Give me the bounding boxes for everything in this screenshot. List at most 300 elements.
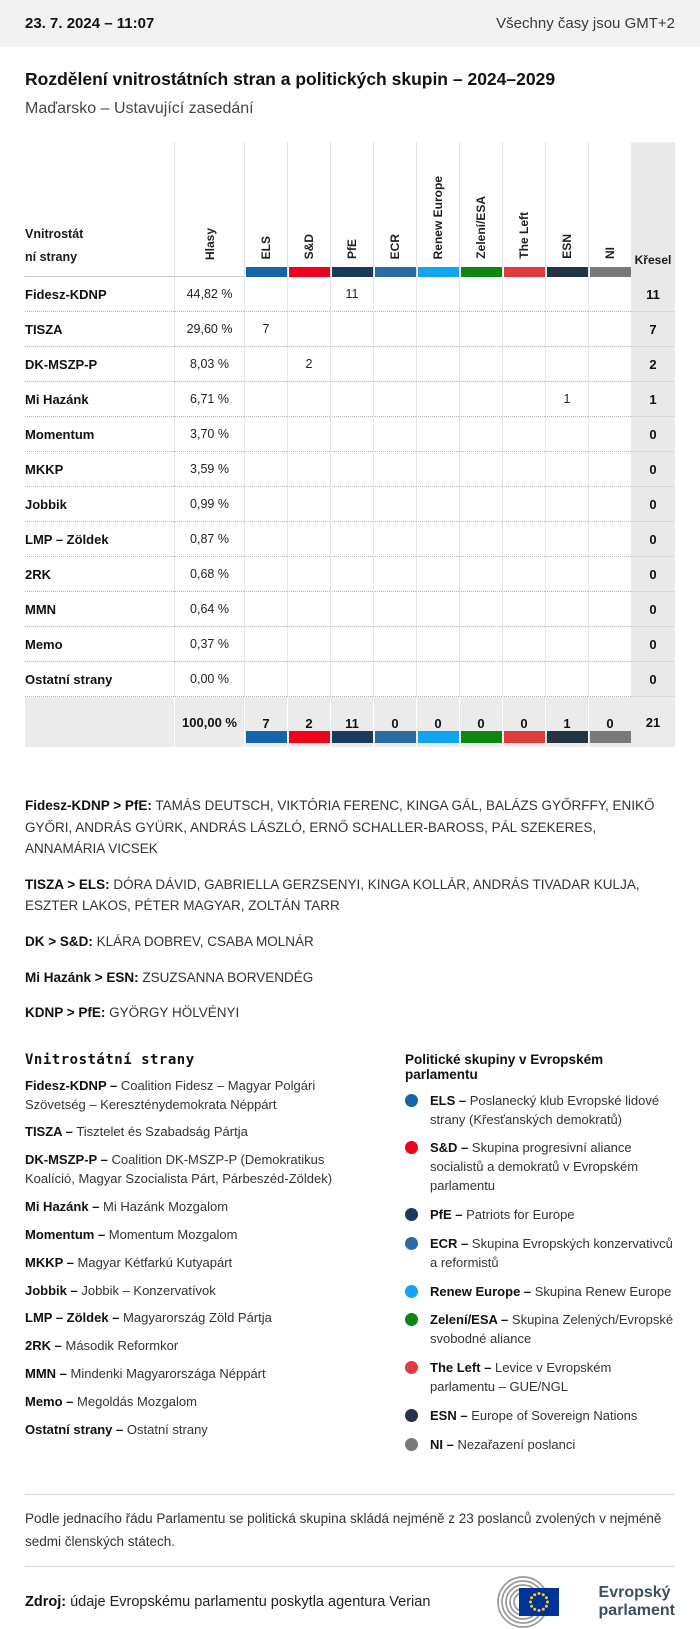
party-name-cell: TISZA [25,312,174,347]
group-seats-cell [502,592,545,627]
group-seats-cell [588,662,631,697]
group-seats-cell [244,592,287,627]
group-color-bar [375,267,416,277]
group-seats-cell [373,382,416,417]
note-names: KLÁRA DOBREV, CSABA MOLNÁR [96,933,314,949]
legend-dot-icon [405,1094,418,1107]
party-desc: Jobbik – Konzervatívok [81,1282,216,1298]
group-seats-cell [330,487,373,522]
delegation-note [25,795,675,860]
total-seats-cell: 7 [631,312,675,347]
party-legend [25,1052,343,1455]
legends-section [25,1052,675,1455]
votes-cell: 6,71 % [174,382,244,417]
group-seats-cell: 2 [287,347,330,382]
party-name-cell: DK-MSZP-P [25,347,174,382]
page-title: Rozdělení vnitrostátních stran a politických skupin – 2024–2029 [25,69,556,89]
note-names: ZSUZSANNA BORVENDÉG [142,969,314,985]
delegation-note [25,1002,675,1024]
group-seats-cell [459,382,502,417]
party-desc: Mindenki Magyarországa Néppárt [70,1366,266,1382]
legend-dot-icon [405,1285,418,1298]
results-table [25,142,675,747]
group-seats-cell [416,382,459,417]
total-seats-cell: 0 [631,487,675,522]
group-seats-cell [416,277,459,312]
group-seats-cell [545,312,588,347]
party-abbr: MMN – [25,1366,67,1382]
group-color-bar [375,731,416,743]
group-color-bar [590,267,631,277]
group-seats-cell [416,417,459,452]
party-abbr: TISZA – [25,1124,73,1140]
table-row [25,417,675,452]
party-name-cell: MKKP [25,452,174,487]
group-seats-cell [459,277,502,312]
total-group-cell [588,697,631,747]
group-color-bar [461,731,502,743]
group-seats-cell [416,452,459,487]
group-seats-cell [588,312,631,347]
party-abbr: 2RK – [25,1338,62,1354]
note-names: TAMÁS DEUTSCH, VIKTÓRIA FERENC, KINGA GÁL, BALÁZS GYŐRFFY, ENIKŐ GYŐRI, ANDRÁS GYÜRK, ANDRÁS LÁSZLÓ, ERNŐ SCHALLER-BAROSS, PÁL SZEKERES, ANNAMÁRIA VICSEK [25,798,655,857]
group-legend-text [430,1311,675,1349]
party-name-cell: Ostatní strany [25,662,174,697]
group-seats-cell [373,347,416,382]
group-legend-item [405,1139,675,1196]
group-color-bar [547,731,588,743]
group-seats-cell [502,487,545,522]
group-seats-cell [287,522,330,557]
legend-dot-icon [405,1141,418,1154]
group-seats-cell [373,487,416,522]
group-seats-cell [459,557,502,592]
party-name-cell: Mi Hazánk [25,382,174,417]
party-desc: Coalition DK-MSZP-P (Demokratikus Koalíció, Magyar Szocialista Párt, Párbeszéd-Zöldek) [25,1152,333,1187]
legend-dot-icon [405,1438,418,1451]
group-seats-cell [459,417,502,452]
timezone-note: Všechny časy jsou GMT+2 [496,15,675,32]
table-row [25,627,675,662]
party-desc: Második Reformkor [65,1338,179,1354]
column-header-group [502,142,545,277]
group-desc: Europe of Sovereign Nations [471,1407,638,1423]
group-seats-cell: 11 [330,277,373,312]
group-legend-text [430,1139,675,1196]
group-seats-cell [330,592,373,627]
note-label: TISZA > ELS: [25,876,110,892]
party-abbr: Jobbik – [25,1282,78,1298]
group-seats-cell [545,417,588,452]
party-desc: Magyar Kétfarkú Kutyapárt [77,1254,233,1270]
column-header-votes: Hlasy [174,142,244,277]
group-legend-item [405,1436,675,1455]
ep-logo [487,1575,675,1629]
group-color-bar [504,731,545,743]
group-seats-cell [330,662,373,697]
group-seats-cell [588,627,631,662]
group-seats-cell [373,312,416,347]
group-seats-cell [373,627,416,662]
column-header-group [330,142,373,277]
votes-cell: 0,99 % [174,487,244,522]
total-party-cell [25,697,174,747]
party-desc: Tisztelet és Szabadság Pártja [76,1124,248,1140]
group-seats-cell [287,417,330,452]
total-seats-cell: 0 [631,417,675,452]
legend-dot-icon [405,1313,418,1326]
group-seats-cell [588,487,631,522]
group-seats-cell [545,452,588,487]
group-label: ESN [560,234,574,259]
group-seats-cell [244,522,287,557]
legend-dot-icon [405,1361,418,1374]
votes-cell: 0,00 % [174,662,244,697]
column-header-parties: Vnitrostátní strany [25,142,174,277]
total-seats-cell: 0 [631,522,675,557]
source-label: Zdroj: [25,1593,67,1610]
group-seats-cell [588,452,631,487]
group-seats-cell [416,592,459,627]
party-legend-item [25,1309,343,1328]
party-abbr: Memo – [25,1393,74,1409]
delegation-note [25,967,675,989]
group-color-bar [590,731,631,743]
total-seats-cell: 0 [631,557,675,592]
group-seats-cell [244,487,287,522]
group-seats-cell [545,627,588,662]
total-group-value: 0 [606,715,614,731]
group-label: The Left [517,212,531,259]
group-legend-item [405,1092,675,1130]
group-abbr: The Left – [430,1360,492,1376]
party-desc: Ostatní strany [126,1421,208,1437]
column-header-group [373,142,416,277]
group-seats-cell [502,417,545,452]
total-group-value: 11 [345,715,359,731]
group-label: S&D [302,233,316,259]
group-seats-cell [545,347,588,382]
group-seats-cell [287,277,330,312]
datetime-label: 23. 7. 2024 – 11:07 [25,15,155,32]
group-desc: Poslanecký klub Evropské lidové strany (Křesťanských demokratů) [430,1092,660,1127]
party-legend-items [25,1077,343,1440]
group-seats-cell [459,487,502,522]
total-group-value: 0 [520,715,528,731]
party-legend-item [25,1198,343,1217]
group-color-bar [332,731,373,743]
votes-cell: 0,64 % [174,592,244,627]
group-legend-text [430,1407,637,1426]
table-header-row [25,142,675,277]
group-seats-cell [244,382,287,417]
group-legend [405,1052,675,1455]
total-seats-cell: 0 [631,662,675,697]
group-seats-cell [373,662,416,697]
group-seats-cell [416,312,459,347]
party-abbr: Momentum – [25,1226,106,1242]
group-color-bar [547,267,588,277]
group-seats-cell [244,417,287,452]
note-label: DK > S&D: [25,933,93,949]
group-desc: Skupina progresivní aliance socialistů a demokratů v Evropském parlamentu [430,1140,639,1194]
party-name-cell: Memo [25,627,174,662]
group-legend-items [405,1092,675,1455]
total-seats-cell: 0 [631,452,675,487]
total-group-cell [416,697,459,747]
group-seats-cell [373,277,416,312]
group-desc: Skupina Evropských konzervativců a reformistů [430,1235,673,1270]
total-group-cell [459,697,502,747]
footnote-text: Podle jednacího řádu Parlamentu se politická skupina skládá nejméně z 23 poslanců zvolených v nejméně sedmi členských státech. [25,1511,662,1549]
group-seats-cell [545,557,588,592]
party-name-cell: Fidesz-KDNP [25,277,174,312]
group-seats-cell [459,522,502,557]
column-header-group [459,142,502,277]
group-legend-item [405,1206,675,1225]
group-legend-text [430,1359,675,1397]
party-legend-item [25,1123,343,1142]
group-seats-cell [373,452,416,487]
total-seats-cell: 11 [631,277,675,312]
group-seats-cell [330,627,373,662]
group-color-bar [246,267,287,277]
eu-flag-icon [519,1588,559,1616]
group-color-bar [418,267,459,277]
group-legend-text [430,1436,575,1455]
delegation-notes [25,795,675,1024]
group-seats-cell [244,452,287,487]
group-seats-cell [287,452,330,487]
group-seats-cell [416,347,459,382]
party-name-cell: 2RK [25,557,174,592]
group-seats-cell [287,382,330,417]
group-seats-cell [330,417,373,452]
group-seats-cell [502,557,545,592]
group-desc: Levice v Evropském parlamentu – GUE/NGL [430,1360,612,1394]
party-name-cell: LMP – Zöldek [25,522,174,557]
table-body [25,277,675,697]
group-seats-cell [588,522,631,557]
group-seats-cell [416,487,459,522]
divider [25,1566,675,1567]
total-group-cell [244,697,287,747]
table-row [25,487,675,522]
total-seats-cell: 2 [631,347,675,382]
group-legend-title: Politické skupiny v Evropském parlamentu [405,1051,604,1082]
group-abbr: Renew Europe – [430,1283,532,1299]
total-group-value: 0 [434,715,442,731]
group-desc: Skupina Zelených/Evropské svobodné aliance [430,1312,674,1347]
group-legend-text [430,1092,675,1130]
group-color-bar [289,267,330,277]
table-row [25,592,675,627]
group-seats-cell [416,627,459,662]
group-seats-cell [459,347,502,382]
group-seats-cell [373,417,416,452]
party-desc: Magyarország Zöld Pártja [123,1310,272,1326]
table-row [25,557,675,592]
table-row [25,382,675,417]
group-seats-cell [459,452,502,487]
group-desc: Patriots for Europe [466,1206,575,1222]
group-seats-cell [330,312,373,347]
table-row [25,277,675,312]
group-seats-cell [502,452,545,487]
group-seats-cell [459,627,502,662]
party-legend-item [25,1337,343,1356]
votes-cell: 44,82 % [174,277,244,312]
party-legend-item [25,1254,343,1273]
group-seats-cell [588,277,631,312]
group-color-bar [332,267,373,277]
column-header-group [588,142,631,277]
total-seats-cell: 0 [631,592,675,627]
party-abbr: Ostatní strany – [25,1421,124,1437]
legend-dot-icon [405,1208,418,1221]
votes-cell: 0,87 % [174,522,244,557]
party-abbr: Fidesz-KDNP – [25,1077,118,1093]
group-seats-cell [287,592,330,627]
total-seats-cell: 21 [631,697,675,747]
party-desc: Mi Hazánk Mozgalom [103,1198,229,1214]
total-group-cell [502,697,545,747]
group-seats-cell [588,592,631,627]
votes-cell: 3,59 % [174,452,244,487]
group-seats-cell [416,557,459,592]
table-row [25,347,675,382]
group-legend-text [430,1206,575,1225]
group-seats-cell [244,277,287,312]
total-group-cell [373,697,416,747]
total-group-value: 2 [305,715,313,731]
group-seats-cell [287,557,330,592]
note-names: DÓRA DÁVID, GABRIELLA GERZSENYI, KINGA KOLLÁR, ANDRÁS TIVADAR KULJA, ESZTER LAKOS, PÉTER MAGYAR, ZOLTÁN TARR [25,876,640,914]
party-legend-item [25,1421,343,1440]
page-content [0,69,700,1629]
party-legend-item [25,1282,343,1301]
total-group-value: 7 [262,715,270,731]
group-abbr: S&D – [430,1140,469,1156]
party-desc: Momentum Mozgalom [108,1226,238,1242]
total-group-cell [330,697,373,747]
group-legend-item [405,1311,675,1349]
column-header-group [416,142,459,277]
group-seats-cell [330,522,373,557]
note-names: GYÖRGY HÖLVÉNYI [109,1005,240,1021]
group-seats-cell [588,382,631,417]
column-header-seats: Křesel [631,142,675,277]
total-group-cell [287,697,330,747]
group-seats-cell [502,382,545,417]
group-abbr: PfE – [430,1206,463,1222]
group-seats-cell [330,557,373,592]
party-desc: Megoldás Mozgalom [77,1393,197,1409]
group-label: Zelení/ESA [474,196,488,259]
hemicycle-icon [487,1575,591,1629]
party-abbr: LMP – Zöldek – [25,1310,120,1326]
legend-dot-icon [405,1409,418,1422]
group-seats-cell: 1 [545,382,588,417]
group-abbr: ECR – [430,1235,469,1251]
total-seats-cell: 1 [631,382,675,417]
group-legend-item [405,1283,675,1302]
group-seats-cell [244,662,287,697]
column-header-group [287,142,330,277]
source-text: Zdroj: údaje Evropskému parlamentu poskytla agentura Verian [25,1593,431,1610]
group-color-bar [504,267,545,277]
divider [25,1494,675,1495]
delegation-note [25,874,675,917]
group-legend-text [430,1235,675,1273]
party-legend-item [25,1365,343,1384]
group-seats-cell [459,312,502,347]
group-seats-cell [330,382,373,417]
group-label: PfE [345,238,359,259]
party-legend-item [25,1151,343,1189]
votes-cell: 0,68 % [174,557,244,592]
group-seats-cell [373,557,416,592]
group-seats-cell [545,662,588,697]
group-seats-cell [287,487,330,522]
group-seats-cell [244,347,287,382]
party-abbr: DK-MSZP-P – [25,1152,108,1168]
group-color-bar [418,731,459,743]
group-seats-cell [502,277,545,312]
group-legend-item [405,1359,675,1397]
group-desc: Nezařazení poslanci [457,1436,576,1452]
party-name-cell: MMN [25,592,174,627]
column-header-group [545,142,588,277]
party-legend-item [25,1393,343,1412]
votes-cell: 3,70 % [174,417,244,452]
group-seats-cell [502,522,545,557]
group-seats-cell [545,487,588,522]
total-group-cell [545,697,588,747]
group-color-bar [461,267,502,277]
page-subtitle: Maďarsko – Ustavující zasedání [25,100,254,117]
legend-dot-icon [405,1237,418,1250]
group-seats-cell [545,277,588,312]
group-label: NI [603,247,617,259]
group-seats-cell [502,627,545,662]
table-row [25,452,675,487]
group-seats-cell [373,522,416,557]
group-seats-cell [588,347,631,382]
group-legend-text [430,1283,671,1302]
table-total-row [25,697,675,747]
group-seats-cell [287,627,330,662]
party-name-cell: Momentum [25,417,174,452]
table-row [25,522,675,557]
table-row [25,662,675,697]
group-legend-item [405,1235,675,1273]
group-label: Renew Europe [431,175,445,259]
party-abbr: MKKP – [25,1254,74,1270]
group-color-bar [246,731,287,743]
group-abbr: ESN – [430,1407,468,1423]
group-seats-cell [545,592,588,627]
total-group-value: 0 [391,715,399,731]
group-seats-cell [287,662,330,697]
column-header-group [244,142,287,277]
note-label: KDNP > PfE: [25,1005,106,1021]
group-seats-cell [244,627,287,662]
group-color-bar [289,731,330,743]
votes-cell: 8,03 % [174,347,244,382]
votes-cell: 29,60 % [174,312,244,347]
group-seats-cell [416,662,459,697]
